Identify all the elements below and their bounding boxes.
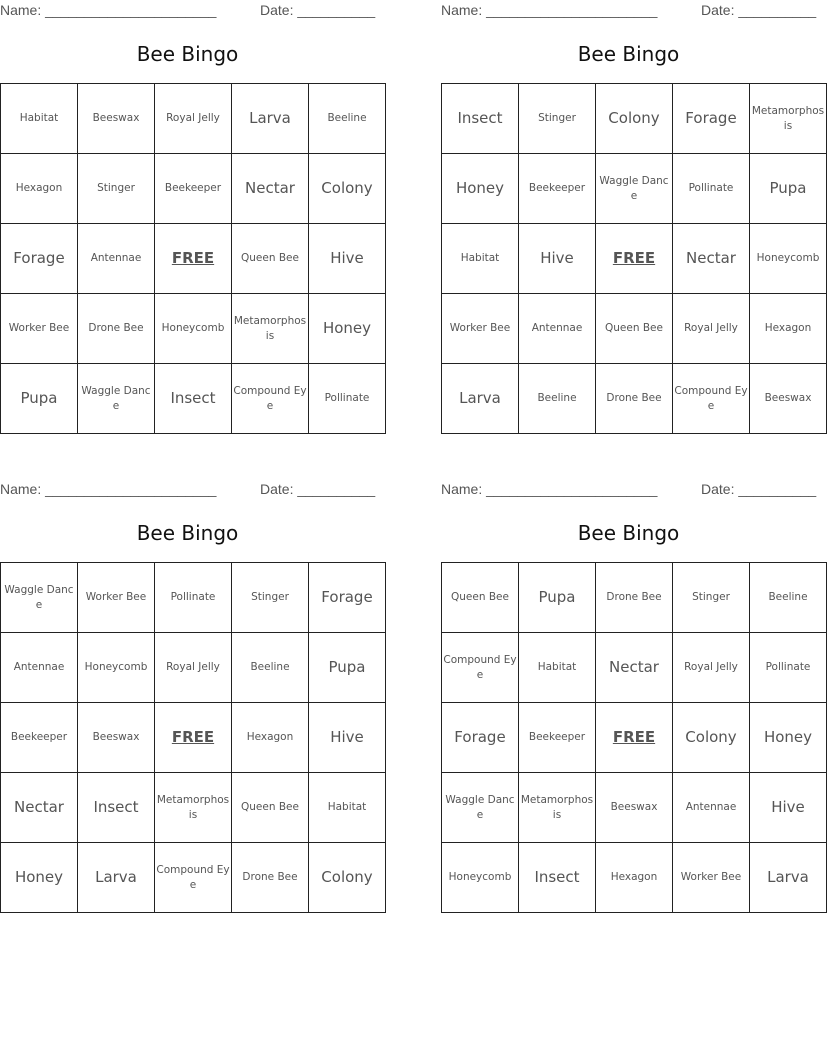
bingo-cell: Beekeeper [1,703,78,773]
bingo-grid [0,83,386,434]
bingo-cell: Insect [519,843,596,913]
grid-row [442,84,827,154]
grid-row [442,843,827,913]
bingo-cell: Forage [309,563,386,633]
bingo-cell: Hexagon [750,294,827,364]
card-title: Bee Bingo [136,521,239,545]
bingo-cell: Honeycomb [750,224,827,294]
bingo-cell: Honey [750,703,827,773]
bingo-cell: Nectar [232,154,309,224]
bingo-cell: Royal Jelly [155,84,232,154]
bingo-cell: Compound Eye [673,364,750,434]
bingo-cell: Beekeeper [519,154,596,224]
bingo-cell: Beeline [232,633,309,703]
bingo-grid [441,562,827,913]
bingo-cell: Forage [1,224,78,294]
bingo-cell: Insect [442,84,519,154]
bingo-cell: Nectar [1,773,78,843]
bingo-cell: Compound Eye [442,633,519,703]
grid-row [442,364,827,434]
date-field: Date: __________ [260,2,376,18]
bingo-cell: Habitat [519,633,596,703]
bingo-cell: Beekeeper [155,154,232,224]
bingo-cell: Insect [155,364,232,434]
bingo-cell: Hive [309,224,386,294]
bingo-cell: Habitat [1,84,78,154]
bingo-cell: Beeline [519,364,596,434]
bingo-cell: Antennae [519,294,596,364]
bingo-cell: Worker Bee [78,563,155,633]
bingo-cell: Antennae [673,773,750,843]
bingo-cell: Hive [309,703,386,773]
bingo-cell: Honeycomb [155,294,232,364]
bingo-cell: Beeline [750,563,827,633]
date-field: Date: __________ [260,481,376,497]
free-space-cell: FREE [155,224,232,294]
bingo-cell: Colony [309,154,386,224]
bingo-cell: Colony [309,843,386,913]
bingo-cell: Pupa [519,563,596,633]
grid-row [1,84,386,154]
bingo-cell: Honeycomb [442,843,519,913]
card-title: Bee Bingo [577,42,680,66]
bingo-cell: Pupa [1,364,78,434]
bingo-cell: Waggle Dance [596,154,673,224]
grid-row [442,563,827,633]
free-space-cell: FREE [596,703,673,773]
bingo-cell: Waggle Dance [1,563,78,633]
bingo-cell: Stinger [78,154,155,224]
bingo-cell: Honey [309,294,386,364]
bingo-cell: Metamorphosis [750,84,827,154]
bingo-cell: Beekeeper [519,703,596,773]
bingo-cell: Stinger [232,563,309,633]
bingo-cell: Hexagon [232,703,309,773]
bingo-cell: Royal Jelly [673,633,750,703]
card-header [441,2,816,20]
bingo-cell: Beeswax [78,84,155,154]
bingo-cell: Pollinate [309,364,386,434]
bingo-cell: Pupa [750,154,827,224]
bingo-grid [0,562,386,913]
card-header [441,481,816,499]
name-field: Name: ______________________ [441,481,658,497]
bingo-cell: Habitat [309,773,386,843]
bingo-cell: Beeswax [596,773,673,843]
bingo-cell: Metamorphosis [519,773,596,843]
bingo-cell: Forage [442,703,519,773]
bingo-cell: Pollinate [750,633,827,703]
bingo-cell: Stinger [519,84,596,154]
bingo-cell: Compound Eye [155,843,232,913]
bingo-cell: Insect [78,773,155,843]
name-field: Name: ______________________ [0,481,217,497]
bingo-cell: Habitat [442,224,519,294]
bingo-cell: Worker Bee [1,294,78,364]
bingo-cell: Queen Bee [442,563,519,633]
bingo-cell: Hexagon [596,843,673,913]
bingo-cell: Beeline [309,84,386,154]
grid-row [1,633,386,703]
bingo-cell: Hexagon [1,154,78,224]
grid-row [442,294,827,364]
grid-row [1,843,386,913]
name-field: Name: ______________________ [0,2,217,18]
bingo-cell: Nectar [596,633,673,703]
bingo-cell: Larva [442,364,519,434]
bingo-cell: Forage [673,84,750,154]
bingo-cell: Drone Bee [596,563,673,633]
free-space-cell: FREE [596,224,673,294]
bingo-cell: Honeycomb [78,633,155,703]
grid-row [442,773,827,843]
card-header [0,2,375,20]
bingo-cell: Hive [519,224,596,294]
grid-row [1,364,386,434]
bingo-cell: Antennae [78,224,155,294]
grid-row [1,563,386,633]
grid-row [1,294,386,364]
free-space-cell: FREE [155,703,232,773]
grid-row [442,703,827,773]
bingo-cell: Pollinate [155,563,232,633]
bingo-cell: Worker Bee [442,294,519,364]
card-title: Bee Bingo [136,42,239,66]
bingo-cell: Pollinate [673,154,750,224]
grid-row [442,154,827,224]
grid-row [1,154,386,224]
date-field: Date: __________ [701,481,817,497]
bingo-cell: Larva [750,843,827,913]
bingo-cell: Waggle Dance [442,773,519,843]
bingo-cell: Colony [596,84,673,154]
bingo-cell: Queen Bee [232,773,309,843]
grid-row [1,224,386,294]
bingo-cell: Nectar [673,224,750,294]
bingo-cell: Beeswax [78,703,155,773]
bingo-cell: Drone Bee [232,843,309,913]
bingo-cell: Larva [78,843,155,913]
bingo-cell: Drone Bee [78,294,155,364]
bingo-cell: Metamorphosis [232,294,309,364]
bingo-cell: Pupa [309,633,386,703]
date-field: Date: __________ [701,2,817,18]
grid-row [1,773,386,843]
bingo-cell: Stinger [673,563,750,633]
bingo-cell: Compound Eye [232,364,309,434]
card-header [0,481,375,499]
bingo-cell: Royal Jelly [155,633,232,703]
bingo-cell: Queen Bee [232,224,309,294]
bingo-cell: Antennae [1,633,78,703]
bingo-cell: Waggle Dance [78,364,155,434]
bingo-cell: Colony [673,703,750,773]
grid-row [1,703,386,773]
bingo-cell: Hive [750,773,827,843]
grid-row [442,224,827,294]
bingo-cell: Honey [1,843,78,913]
bingo-cell: Honey [442,154,519,224]
bingo-cell: Beeswax [750,364,827,434]
bingo-cell: Metamorphosis [155,773,232,843]
grid-row [442,633,827,703]
name-field: Name: ______________________ [441,2,658,18]
bingo-cell: Worker Bee [673,843,750,913]
bingo-cell: Queen Bee [596,294,673,364]
bingo-cell: Royal Jelly [673,294,750,364]
card-title: Bee Bingo [577,521,680,545]
bingo-grid [441,83,827,434]
bingo-cell: Larva [232,84,309,154]
bingo-cell: Drone Bee [596,364,673,434]
